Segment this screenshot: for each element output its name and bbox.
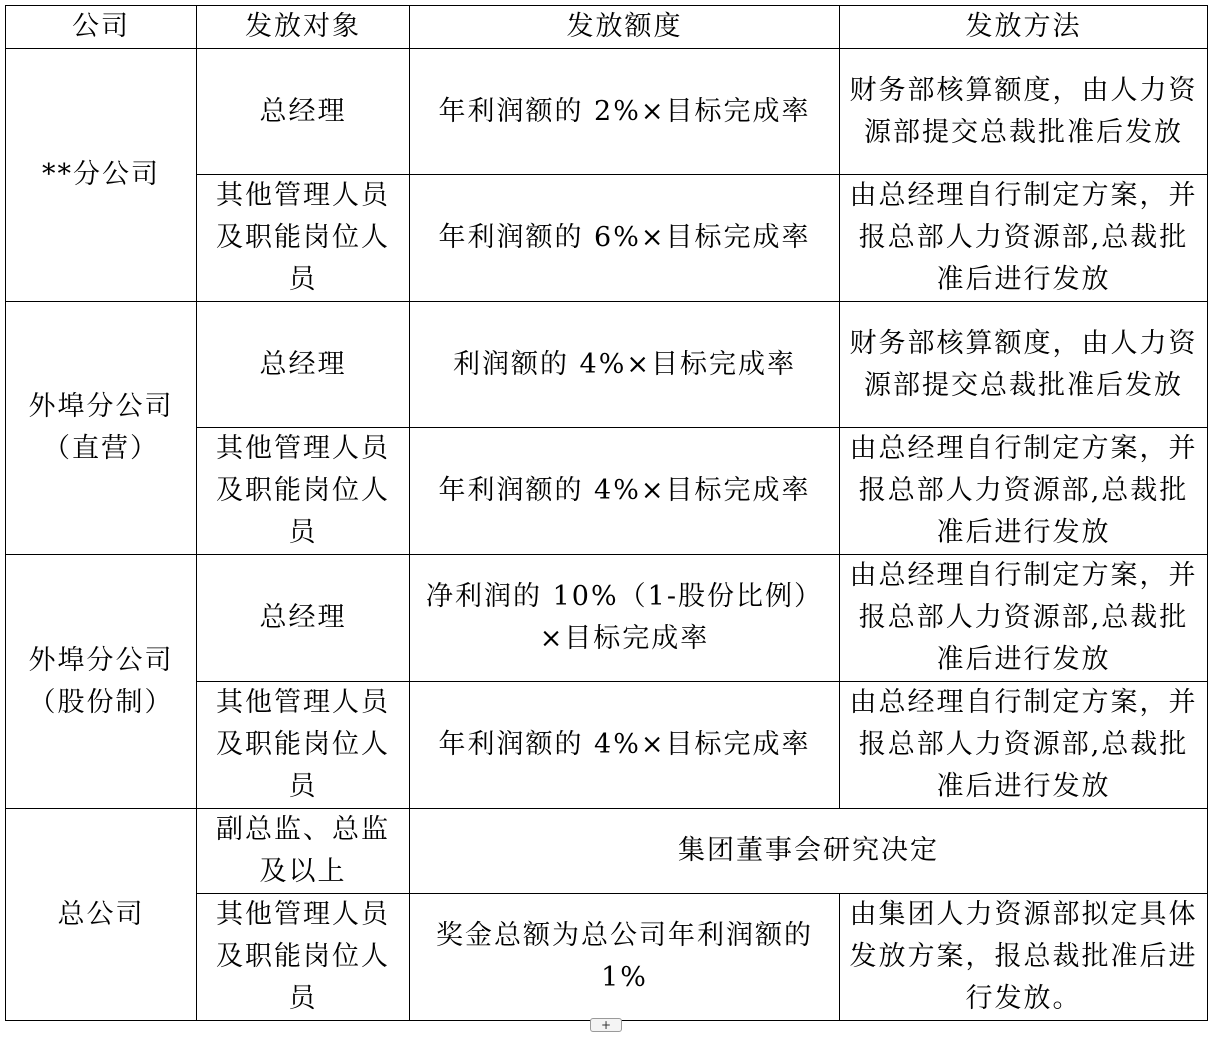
method-cell: 财务部核算额度，由人力资源部提交总裁批准后发放 (840, 49, 1208, 175)
amount-cell: 奖金总额为总公司年利润额的 1% (410, 894, 840, 1021)
target-cell: 其他管理人员及职能岗位人员 (197, 175, 410, 302)
amount-cell: 年利润额的 6%×目标完成率 (410, 175, 840, 302)
amount-cell: 利润额的 4%×目标完成率 (410, 302, 840, 428)
target-cell: 副总监、总监及以上 (197, 809, 410, 894)
table-row (6, 49, 1208, 175)
table-row (6, 809, 1208, 894)
company-cell: 外埠分公司（直营） (6, 302, 197, 555)
company-cell: **分公司 (6, 49, 197, 302)
method-cell: 由总经理自行制定方案，并报总部人力资源部,总裁批准后进行发放 (840, 682, 1208, 809)
method-cell: 由集团人力资源部拟定具体发放方案，报总裁批准后进行发放。 (840, 894, 1208, 1021)
method-cell: 由总经理自行制定方案，并报总部人力资源部,总裁批准后进行发放 (840, 555, 1208, 682)
target-cell: 总经理 (197, 49, 410, 175)
merged-decision-cell: 集团董事会研究决定 (410, 809, 1208, 894)
header-amount: 发放额度 (410, 6, 840, 49)
table-row (6, 555, 1208, 682)
header-method: 发放方法 (840, 6, 1208, 49)
table-row (6, 302, 1208, 428)
bonus-distribution-table (5, 5, 1208, 1021)
target-cell: 其他管理人员及职能岗位人员 (197, 894, 410, 1021)
target-cell: 总经理 (197, 555, 410, 682)
amount-cell: 年利润额的 2%×目标完成率 (410, 49, 840, 175)
amount-cell: 净利润的 10%（1-股份比例）×目标完成率 (410, 555, 840, 682)
amount-cell: 年利润额的 4%×目标完成率 (410, 682, 840, 809)
company-cell: 总公司 (6, 809, 197, 1021)
target-cell: 其他管理人员及职能岗位人员 (197, 428, 410, 555)
amount-cell: 年利润额的 4%×目标完成率 (410, 428, 840, 555)
header-target: 发放对象 (197, 6, 410, 49)
header-row (6, 6, 1208, 49)
target-cell: 其他管理人员及职能岗位人员 (197, 682, 410, 809)
method-cell: 由总经理自行制定方案，并报总部人力资源部,总裁批准后进行发放 (840, 175, 1208, 302)
header-company: 公司 (6, 6, 197, 49)
add-row-button[interactable]: + (590, 1018, 622, 1032)
method-cell: 由总经理自行制定方案，并报总部人力资源部,总裁批准后进行发放 (840, 428, 1208, 555)
target-cell: 总经理 (197, 302, 410, 428)
company-cell: 外埠分公司（股份制） (6, 555, 197, 809)
method-cell: 财务部核算额度，由人力资源部提交总裁批准后发放 (840, 302, 1208, 428)
